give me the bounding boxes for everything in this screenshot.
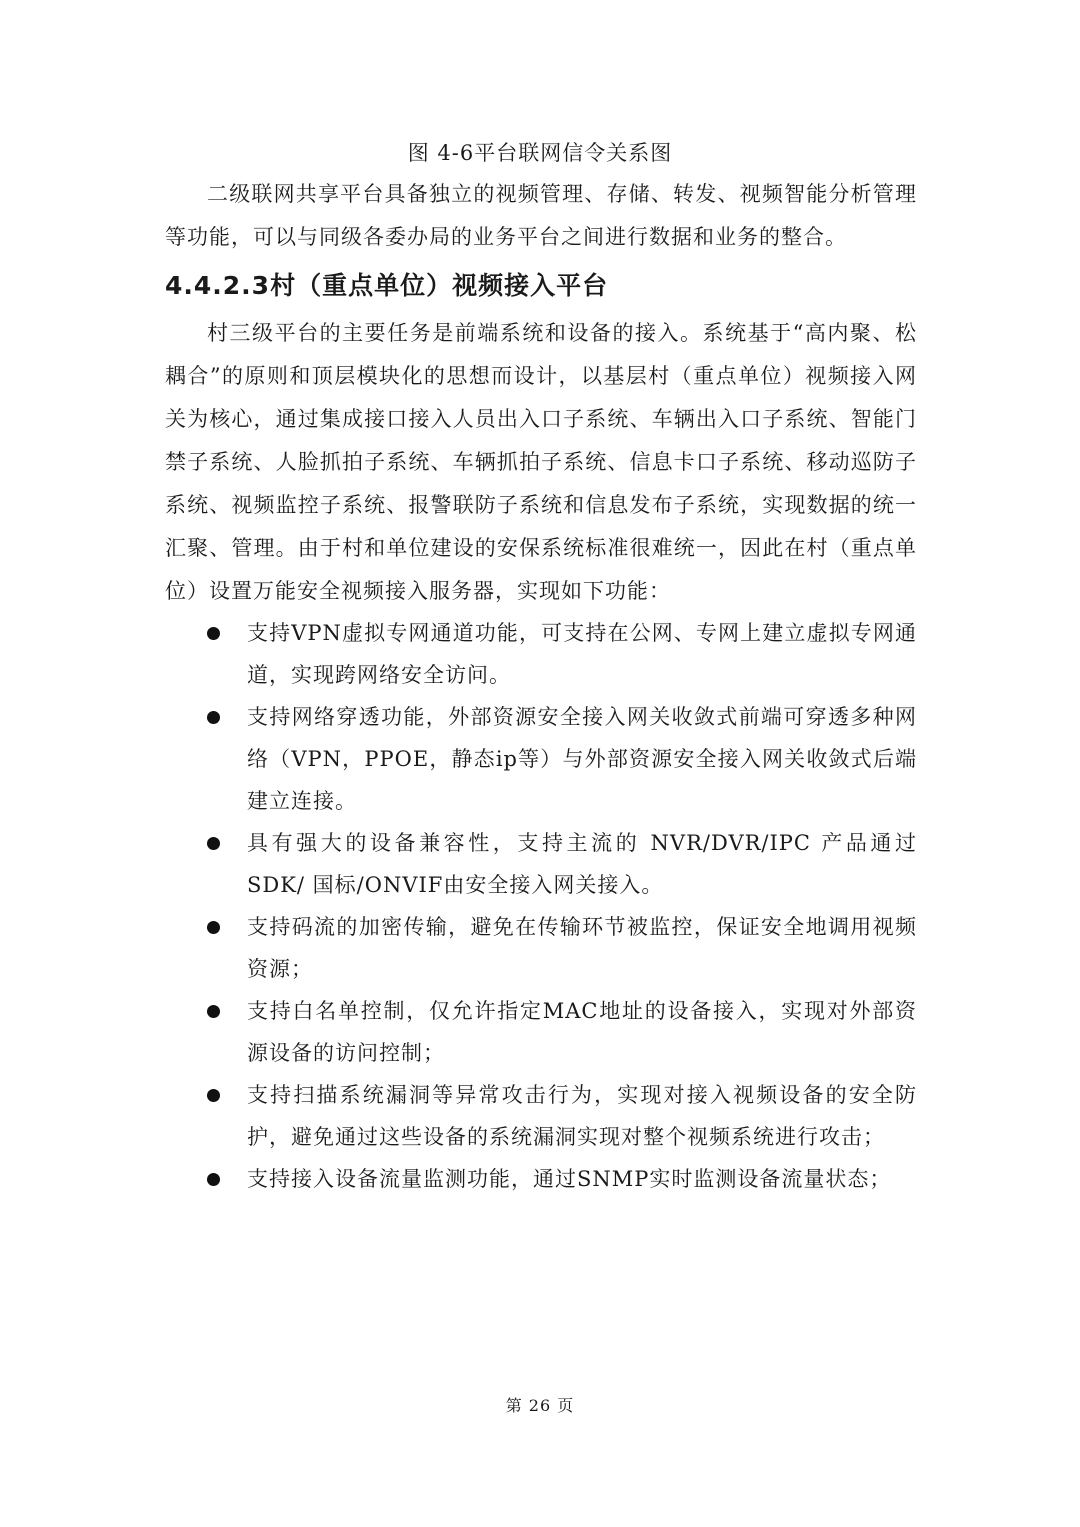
list-item-text: 支持扫描系统漏洞等异常攻击行为，实现对接入视频设备的安全防护，避免通过这些设备的系统漏洞实现对整个视频系统进行攻击； [247, 1083, 917, 1149]
list-item [205, 612, 917, 696]
list-item [205, 990, 917, 1074]
list-item-text: 支持接入设备流量监测功能，通过SNMP实时监测设备流量状态； [247, 1167, 892, 1191]
figure-caption: 图 4-6平台联网信令关系图 [407, 141, 673, 165]
bullet-dot-icon [207, 1005, 220, 1018]
section-heading: 4.4.2.3村（重点单位）视频接入平台 [165, 271, 609, 300]
list-item-text: 支持白名单控制，仅允许指定MAC地址的设备接入，实现对外部资源设备的访问控制； [247, 999, 917, 1065]
list-item [205, 696, 917, 822]
bullet-dot-icon [207, 711, 220, 724]
paragraph-body: 村三级平台的主要任务是前端系统和设备的接入。系统基于“高内聚、松耦合”的原则和顶层模块化的思想而设计，以基层村（重点单位）视频接入网关为核心，通过集成接口接入人员出入口子系统、车辆出入口子系统、智能门禁子系统、人脸抓拍子系统、车辆抓拍子系统、信息卡口子系统、移动巡防子系统、视频监控子系统、报警联防子系统和信息发布子系统，实现数据的统一汇聚、管理。由于村和单位建设的安保系统标准很难统一，因此在村（重点单位）设置万能安全视频接入服务器，实现如下功能： [165, 321, 917, 603]
list-item-text: 支持码流的加密传输，避免在传输环节被监控，保证安全地调用视频资源； [247, 915, 917, 981]
paragraph-intro: 二级联网共享平台具备独立的视频管理、存储、转发、视频智能分析管理等功能，可以与同级各委办局的业务平台之间进行数据和业务的整合。 [165, 182, 917, 249]
list-item-text: 支持网络穿透功能，外部资源安全接入网关收敛式前端可穿透多种网络（VPN，PPOE，静态ip等）与外部资源安全接入网关收敛式后端建立连接。 [247, 705, 917, 813]
bullet-dot-icon [207, 1089, 220, 1102]
list-item [205, 1158, 917, 1200]
list-item [205, 906, 917, 990]
feature-list [205, 612, 917, 1200]
list-item [205, 1074, 917, 1158]
page-number: 第 26 页 [505, 1396, 575, 1415]
bullet-dot-icon [207, 837, 220, 850]
bullet-dot-icon [207, 1173, 220, 1186]
list-item-text: 支持VPN虚拟专网通道功能，可支持在公网、专网上建立虚拟专网通道，实现跨网络安全访问。 [247, 621, 917, 687]
bullet-dot-icon [207, 921, 220, 934]
list-item [205, 822, 917, 906]
list-item-text: 具有强大的设备兼容性，支持主流的 NVR/DVR/IPC 产品通过 SDK/ 国标/ONVIF由安全接入网关接入。 [247, 831, 917, 897]
bullet-dot-icon [207, 627, 220, 640]
